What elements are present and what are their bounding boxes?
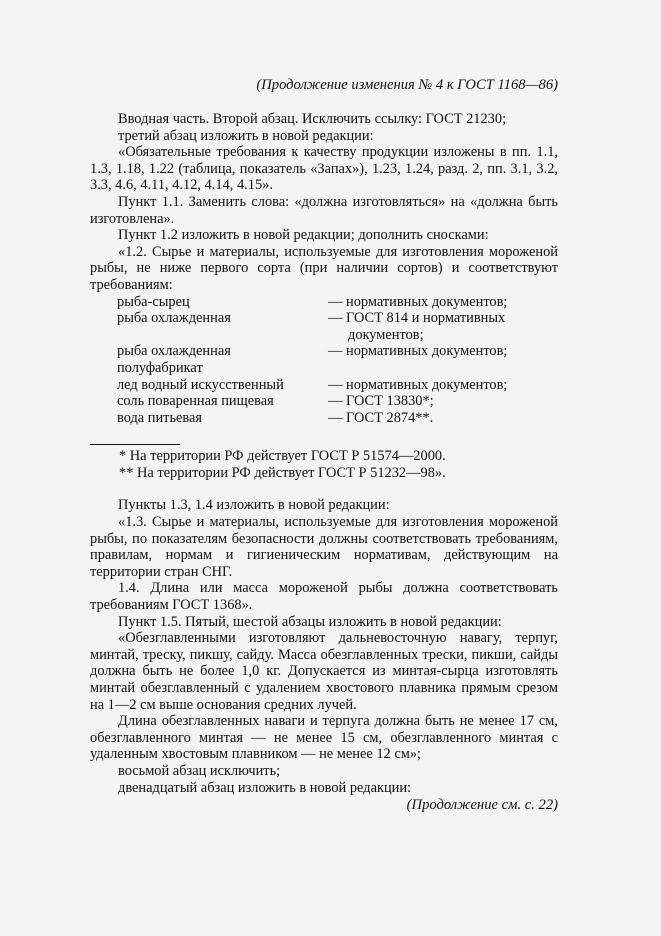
paragraph: «Обезглавленными изготовляют дальневосточную навагу, терпуг, минтай, треску, пикшу, сайду. Масса обезглавленных трески, пикши, сайды должна быть не более 1,0 кг. Допускается из минтая-сырца изготовлять минтай обезглавленный с удалением хвостового плавника прямым срезом на 1—2 см выше основания средних лучей.	[90, 630, 558, 713]
requirement-doc: — нормативных документов;	[328, 376, 508, 393]
page-header: (Продолжение изменения № 4 к ГОСТ 1168—86)	[256, 77, 558, 93]
spacer	[90, 481, 558, 497]
requirement-item: рыба охлажденная	[117, 310, 231, 327]
requirement-row	[90, 393, 558, 410]
requirement-doc: — ГОСТ 13830*;	[328, 393, 434, 410]
paragraph: Вводная часть. Второй абзац. Исключить ссылку: ГОСТ 21230;	[118, 111, 507, 127]
footnote: ** На территории РФ действует ГОСТ Р 51232—98».	[119, 464, 446, 481]
paragraph: Пункты 1.3, 1.4 изложить в новой редакции:	[118, 497, 390, 514]
paragraph: 1.4. Длина или масса мороженой рыбы должна соответствовать требованиям ГОСТ 1368».	[90, 580, 558, 614]
requirement-row	[90, 310, 558, 343]
paragraph: Пункт 1.5. Пятый, шестой абзацы изложить в новой редакции:	[118, 613, 502, 630]
footnote: * На территории РФ действует ГОСТ Р 51574—2000.	[119, 448, 446, 465]
requirement-item: рыба охлажденная полуфабрикат	[117, 343, 231, 376]
requirement-item: лед водный искусственный	[117, 376, 284, 393]
requirement-doc: — ГОСТ 2874**.	[328, 409, 434, 426]
requirement-item: рыба-сырец	[117, 293, 190, 310]
page-footer: (Продолжение см. с. 22)	[406, 797, 558, 813]
paragraph: восьмой абзац исключить;	[118, 762, 281, 779]
requirement-row	[90, 343, 558, 376]
paragraph: «Обязательные требования к качеству продукции изложены в пп. 1.1, 1.3, 1.18, 1.22 (таблица, показатель «Запах»), 1.23, 1.24, разд. 2, пп. 3.1, 3.2, 3.3, 4.6, 4.11, 4.12, 4.14, 4.15».	[90, 144, 558, 194]
paragraph: Пункт 1.2 изложить в новой редакции; дополнить сносками:	[118, 227, 489, 244]
paragraph: «1.3. Сырье и материалы, используемые для изготовления мороженой рыбы, по показателям безопасности должны соответствовать требованиям, правилам, нормам и гигиеническим нормативам, действующим на территории стран СНГ.	[90, 514, 558, 580]
requirements-list	[90, 294, 558, 427]
paragraph: третий абзац изложить в новой редакции:	[118, 127, 374, 144]
requirement-item: соль поваренная пищевая	[117, 393, 274, 410]
footnote-divider	[90, 444, 180, 445]
paragraph: Пункт 1.1. Заменить слова: «должна изготовляться» на «должна быть изготовлена».	[90, 193, 558, 227]
paragraph: Длина обезглавленных наваги и терпуга должна быть не менее 17 см, обезглавленного минтая — не менее 15 см, обезглавленного минтая с удаленным хвостовым плавником — не менее 12 см»;	[90, 713, 558, 763]
requirement-row	[90, 294, 558, 311]
requirement-doc: — нормативных документов;	[328, 343, 508, 360]
paragraph: двенадцатый абзац изложить в новой редакции:	[118, 779, 412, 796]
requirement-doc: — нормативных документов;	[328, 293, 508, 310]
requirement-row	[90, 377, 558, 394]
paragraph: «1.2. Сырье и материалы, используемые для изготовления мороженой рыбы, не ниже первого сорта (при наличии сортов) и соответствуют требованиям:	[90, 243, 558, 293]
requirement-row	[90, 410, 558, 427]
requirement-doc: — ГОСТ 814 и нормативных документов;	[328, 310, 506, 343]
document-body	[90, 111, 558, 796]
requirement-item: вода питьевая	[117, 409, 203, 426]
